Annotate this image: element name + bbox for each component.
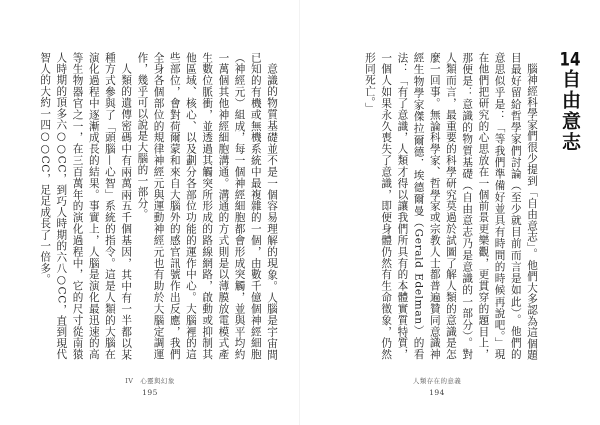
- right-page-body: [308, 52, 540, 360]
- body-paragraph: 腦神經科學家們很少提到「自由意志」。他們大多認為這個題目最好留給哲學家們討論（至少就目前而言是如此）。他們的意思似乎是：「等我們準備好並具有時間的時候再說吧。」現在他們把研究的心思放在一個前景更樂觀，更貫穿的題目上，那便是：意識的物質基礎（自由意志乃是意識的一部分）。對人類而言，最重要的科學研究莫過於試圖了解人類的意識是怎麼一回事。無論科學家、哲學家或宗教人士都普遍贊同意識神經生物學家傑拉爾德．埃德爾曼（Gerald Edelman）的看法：「有了意識，人類才得以讓我們所具有的本體實質特質，一個人如果永久喪失了意識，即便身體仍然有生命徵象，仍然形同死亡。」: [363, 52, 538, 360]
- page-number: 194: [429, 388, 445, 397]
- right-page: [300, 0, 600, 425]
- chapter-number: 14: [559, 50, 581, 69]
- page-number: 195: [142, 388, 158, 397]
- chapter-name: 自由意志: [559, 69, 581, 153]
- body-paragraph: 人類的遺傳密碼中有兩萬兩五千個基因，其中有一半都以某種方式參與了「頭腦—心智」系統的指令。這是人類的大腦在演化過程中逐漸成長的結果。事實上，人腦是演化最迅速的高等生物器官之一，在三百萬年的演化過程中，它的尺寸從南猿人時期的頂多六○○CC，到巧人時期的六八○CC，直到現代智人的大約一四○○CC，足足成長了一倍多。: [39, 52, 133, 360]
- running-footer: IV 心靈與幻象: [125, 377, 175, 385]
- body-paragraph: 意識的物質基礎並不是一個容易理解的現象。人腦是宇宙間已知的有機或無機系統中最複雜的一個，由數千億個神經細胞（神經元）組成，每一個神經細胞都會形成突觸，並與平均約一萬個其他神經細胞溝通。溝通的方式則是以薄膜放電模式產生數位脈衝，並透過其觸突所形成的路線網路，啟動或抑制其他區域、核心、以及劃分各部位功能的運作中心。大腦裡的這些部位，會對荷爾蒙和來自大腦外的感官訊號作出反應，我們全身各個部位的規律神經元與運動神經元也有助於大腦定調運作，幾乎可以說是大腦的一部分。: [136, 52, 278, 360]
- chapter-heading: [544, 50, 584, 153]
- left-page-body: [28, 52, 280, 360]
- running-footer: 人類存在的意義: [412, 377, 462, 385]
